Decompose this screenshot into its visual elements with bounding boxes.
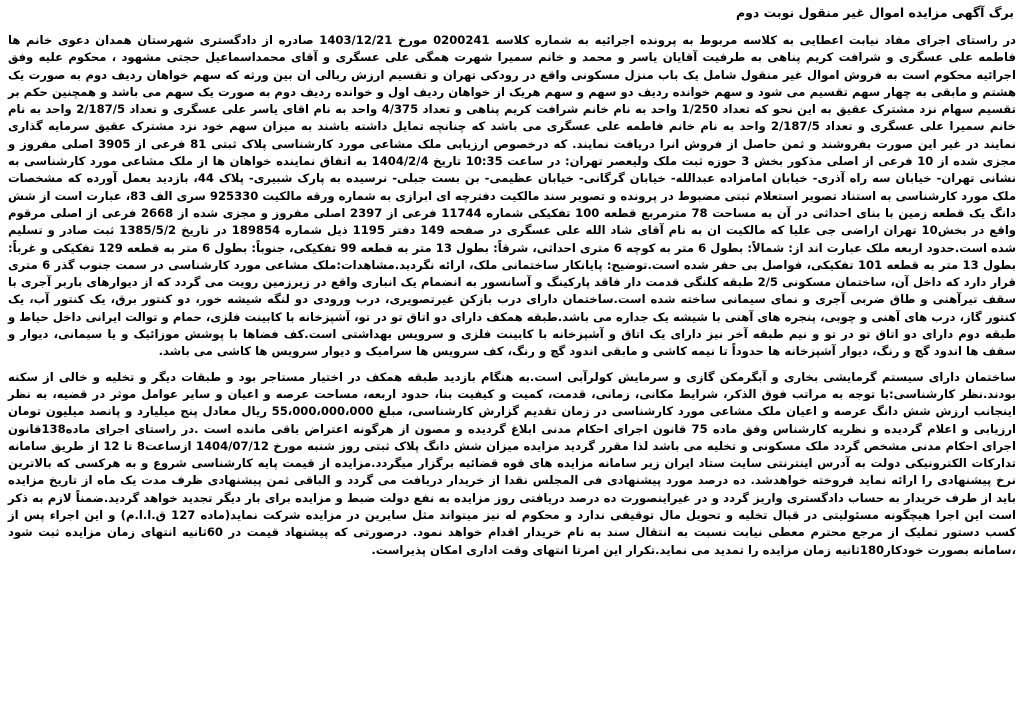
- notice-paragraph-1: در راستای اجرای مفاد نیابت اعطایی به کلاسه مربوط به پرونده اجرائیه به شماره کلاسه 0200241 مورخ 1403/12/21 صادره از دادگستری شهرستان همدان دعوی خانم ها فاطمه علی عسگری و شرافت کریم پناهی به طرفیت آقایان یاسر و محمد و خانم سمیرا شهرت همگی علی عسگری و آقای محمداسماعیل حجتی مشهود ، محکوم علیه وفق اجرائیه محکوم است به فروش اموال غیر منقول شامل یک باب منزل مسکونی واقع در رودکی تهران و تقسیم ارزش ریالی ان بین ورثه که سهم خواهان ردیف دوم به صورت یک هشتم و مابقی به چهار سهم تقسیم می شود و سهم خوانده ردیف دو سهم و سهم هریک از خواهان ردیف اول و خوانده ردیف دوم به صورت یک سهم می باشد و همچنین حکم بر تقسیم سهام نزد مشترک عقیق به این نحو که تعداد 1/250 واحد به نام خانم شرافت کریم پناهی و تعداد 4/375 واحد به نام اقای یاسر علی عسگری و تعداد 2/187/5 واحد به نام خانم سمیرا علی عسگری و تعداد 2/187/5 واحد به نام خانم فاطمه علی عسگری می باشد که چنانچه تمایل داشته باشند به میزان سهم خود نزد مشترک عقیق سرمایه گذاری نمایند در غیر این صورت بفروشند و ثمن حاصل از فروش انرا دریافت نمایند. که درخصوص ارزیابی ملک مشاعی مورد کارشناسی پلاک ثبتی 81 فرعی از 3905 اصلی مفروز و مجزی شده از 10 فرعی از اصلی مذکور بخش 3 حوزه ثبت ملک ولیعصر تهران: در ساعت 10:35 تاریخ 1404/2/4 به اتفاق نماینده خواهان ها از ملک مشاعی مورد کارشناسی به نشانی تهران- خیابان سه راه آذری- خیابان امامزاده عبدالله- خیابان گرگانی- خیابان عظیمی- بن بست جبلی- نرسیده به پارک شبیری- پلاک 44، بازدید بعمل آورده که مشخصات ملک مورد کارشناسی به استناد تصویر استعلام ثبتی مضبوط در پرونده و تصویر سند مالکیت دفترچه ای ابرازی به شماره ورقه مالکیت 925330 سری الف 83، عبارت است از شش دانگ یک قطعه زمین با بنای احداثی در آن به مساحت 78 مترمربع قطعه 100 تفکیکی شماره 11744 فرعی از 2397 اصلی مفروز و مجزی شده از 2668 فرعی از اصلی مرقوم واقع در بخش10 تهران اراضی جی علیا که مالکیت ان به نام آقای شاد الله علی عسگری در صفحه 149 دفتر 1195 ذیل شماره 189854 در تاریخ 1385/5/2 ثبت صادر و تسلیم شده است.حدود اربعه ملک عبارت اند از: شمالاً: بطول 6 متر به کوچه 6 متری احداثی، شرقاً: بطول 13 متر به قطعه 99 تفکیکی، جنوباً: بطول 6 متر به قطعه 129 تفکیکی و غرباً: بطول 13 متر به قطعه 101 تفکیکی، فواصل بی حفر شده است.توضیح: پایانکار ساختمانی ملک، ارائه نگردید.مشاهدات:ملک مشاعی مورد کارشناسی در سمت جنوب گذر 6 متری قرار دارد که داخل آن، ساختمان مسکونی 2/5 طبقه کلنگی قدمت دار فاقد پارکینگ و آسانسور به انضمام یک انباری واقع در زیرزمین رویت می گردد که از دیوارهای باربر آجری با سقف تیرآهنی و طاق ضربی آجری و نمای سیمانی ساخته شده است.ساختمان دارای درب بازکن غیرتصویری، درب ورودی دو لنگه شیشه خور، دو کنتور برق، یک کنتور آب، یک کنتور گاز، درب های آهنی و چوبی، پنجره های آهنی با شیشه یک جداره می باشد.طبقه همکف دارای دو اتاق تو در تو، آشپزخانه با کابینت فلزی، حمام و توالت ایرانی داخل حیاط و طبقه دوم دارای دو اتاق تو در تو و نیم طبقه آخر نیز دارای یک اتاق و آشپزخانه با کابینت فلزی و سرویس بهداشتی است.کف فضاها با پوشش موزائیک و یا سیمانی، دیوار و سقف ها اندود گچ و رنگ، دیوار آشپزخانه ها حدوداً تا نیمه کاشی و مابقی اندود گچ و رنگ، کف سرویس ها سرامیک و دیوار سرویس ها کاشی می باشد.: [8, 33, 1017, 359]
- notice-title: برگ آگهی مزایده اموال غیر منقول نوبت دوم: [735, 5, 1014, 20]
- notice-paragraph-2: ساختمان دارای سیستم گرمایشی بخاری و آبگرمکن گازی و سرمایش کولرآبی است.به هنگام بازدید طبقه همکف در اختیار مستاجر بود و طبقات دیگر و تخلیه و خالی از سکنه بودند.نظر کارشناسی:با توجه به مراتب فوق الذکر، شرایط مکانی، زمانی، قدمت، کمیت و کیفیت بنا، حدود اربعه، مساحت عرصه و اعیان و سایر عوامل موثر در قضیه، به نظر اینجانب ارزش شش دانگ عرصه و اعیان ملک مشاعی مورد کارشناسی در زمان تقدیم گزارش کارشناسی، مبلغ 55،000،000،000 ریال معادل پنج میلیارد و پانصد میلیون تومان ارزیابی و اعلام گردیده و نظریه کارشناس وفق ماده 75 قانون اجرای احکام مدنی ابلاغ گردیده و مصون از هرگونه اعتراض باقی مانده است .در راستای اجرای ماده138قانون اجرای احکام مدنی مشخص گردد ملک مسکونی و تخلیه می باشد لذا مقرر گردید مزایده میزان شش دانگ پلاک ثبتی روز شنبه مورخ 1404/07/12 ازساعت8 تا 12 از طریق سامانه تدارکات الکترونیکی دولت به آدرس اینترنتی سایت ستاد ایران زیر سامانه مزایده های قوه قضائیه برگزار میگردد.مزایده از قیمت پایه کارشناسی شروع و به هرکسی که بالاترین نرخ پیشنهادی را ارائه نماید فروخته خواهدشد. ده درصد مورد پیشنهادی فی المجلس نقدا از خریدار دریافت می گردد و الباقی ثمن پیشنهادی ظرف مدت یک ماه از تاریخ مزایده باید از طرف خریدار به حساب دادگستری واریز گردد و در غیراینصورت ده درصد دریافتی روز مزایده به نفع دولت ضبط و مزایده برای بار دیگر تجدید خواهد گردید.ضمناً لازم به ذکر است این اجرا هیچگونه مسئولیتی در قبال تخلیه و تحویل مال توقیفی ندارد و محکوم له نیز میتواند مثل سایرین در مزایده شرکت نماید(ماده 127 ق.ا.ا.م) و این اجراء پس از کسب دستور تملیک از مرجع محترم معطی نیابت نسبت به انتقال سند به نام خریدار اقدام خواهد نمود. درصورتی که پیشنهاد قیمت در 60ثانیه انتهای زمان مزایده ثبت شود ،سامانه بصورت خودکار180ثانیه زمان مزایده را تمدید می نماید.تکرار این امرتا انتهای وقت اداری امکان پذیراست.: [8, 369, 1016, 557]
